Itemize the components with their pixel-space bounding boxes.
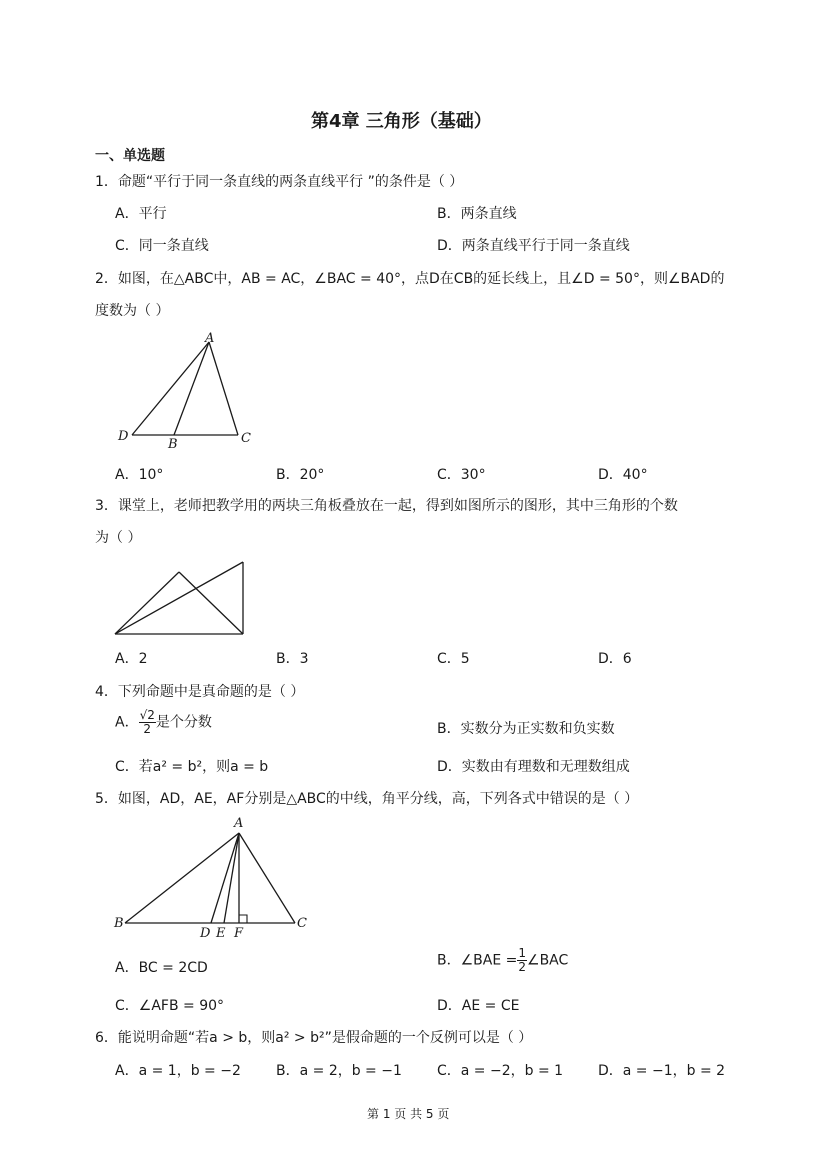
q5-option-b-prefix: B．∠BAE = (437, 952, 518, 969)
q3-option-d[interactable]: D．6 (598, 651, 632, 667)
q5-triangle-figure (110, 812, 315, 942)
q4-option-a-suffix: 是个分数 (155, 714, 212, 731)
q5-option-d[interactable]: D．AE = CE (437, 998, 520, 1014)
q1-option-c[interactable]: C．同一条直线 (115, 238, 209, 254)
q6-option-a[interactable]: A．a = 1，b = −2 (115, 1063, 241, 1079)
q3-middle-edge (179, 572, 243, 634)
q1-option-d[interactable]: D．两条直线平行于同一条直线 (437, 238, 630, 254)
q3-stem-line1: 3．课堂上，老师把教学用的两块三角板叠放在一起，得到如图所示的图形，其中三角形的个数 (95, 498, 678, 514)
q5-option-b-suffix: ∠BAC (527, 952, 569, 969)
q2-line-da (132, 342, 209, 435)
q1-option-b[interactable]: B．两条直线 (437, 206, 517, 222)
q5-label-c: C (297, 916, 307, 931)
q5-label-f: F (234, 926, 244, 941)
q2-stem-line1: 2．如图，在△ABC中，AB = AC，∠BAC = 40°，点D在CB的延长线上，且∠D = 50°，则∠BAD的 (95, 271, 725, 287)
q5-right-angle-mark (239, 915, 247, 923)
q5-label-e: E (216, 926, 226, 941)
q5-stem: 5．如图，AD，AE，AF分别是△ABC的中线，角平分线，高，下列各式中错误的是（ ） (95, 791, 639, 807)
q5-option-b-fraction (517, 947, 527, 974)
q2-option-d[interactable]: D．40° (598, 467, 648, 483)
q5-option-a[interactable]: A．BC = 2CD (115, 960, 208, 976)
q2-option-a[interactable]: A．10° (115, 467, 164, 483)
q4-option-b[interactable]: B．实数分为正实数和负实数 (437, 721, 615, 737)
q6-option-b[interactable]: B．a = 2，b = −1 (276, 1063, 402, 1079)
q6-stem: 6．能说明命题“若a > b，则a² > b²”是假命题的一个反例可以是（ ） (95, 1030, 533, 1046)
q5-line-ad (211, 833, 239, 923)
q4-option-a[interactable] (115, 709, 212, 736)
q5-option-b-numerator: 1 (518, 946, 527, 960)
q4-option-a-numerator: √2 (139, 708, 155, 722)
section-heading: 一、单选题 (95, 148, 165, 164)
q2-label-a: A (205, 331, 215, 346)
q3-option-a[interactable]: A．2 (115, 651, 148, 667)
q2-line-ab (174, 342, 209, 435)
q2-option-b[interactable]: B．20° (276, 467, 325, 483)
q5-label-d: D (200, 926, 211, 941)
q4-stem: 4．下列命题中是真命题的是（ ） (95, 684, 305, 700)
page-title: 第4章 三角形（基础） (311, 111, 492, 132)
q5-line-ab (125, 833, 239, 923)
q1-stem: 1．命题“平行于同一条直线的两条直线平行 ”的条件是（ ） (95, 174, 464, 190)
q5-option-c[interactable]: C．∠AFB = 90° (115, 998, 225, 1014)
q5-line-ae (224, 833, 239, 923)
q2-line-ac (209, 342, 238, 435)
q3-option-c[interactable]: C．5 (437, 651, 470, 667)
q1-option-a[interactable]: A．平行 (115, 206, 167, 222)
q5-label-a: A (234, 816, 244, 831)
q2-option-c[interactable]: C．30° (437, 467, 486, 483)
q2-triangle-figure (110, 330, 260, 455)
page-footer: 第 1 页 共 5 页 (367, 1107, 450, 1121)
q4-option-d[interactable]: D．实数由有理数和无理数组成 (437, 759, 630, 775)
q5-option-b[interactable] (437, 947, 568, 974)
q4-option-c[interactable]: C．若a² = b²，则a = b (115, 759, 269, 775)
q3-option-b[interactable]: B．3 (276, 651, 309, 667)
q2-stem-line2: 度数为（ ） (95, 303, 170, 319)
q2-label-d: D (118, 429, 129, 444)
q5-option-b-denominator: 2 (518, 960, 527, 974)
q3-set-squares-figure (110, 555, 255, 643)
q2-label-b: B (168, 437, 178, 452)
q5-line-ac (239, 833, 295, 923)
q3-stem-line2: 为（ ） (95, 530, 142, 546)
q4-option-a-prefix: A． (115, 714, 139, 731)
q4-option-a-fraction (139, 709, 156, 736)
q6-option-c[interactable]: C．a = −2，b = 1 (437, 1063, 564, 1079)
q5-label-b: B (114, 916, 124, 931)
q4-option-a-denominator: 2 (143, 722, 152, 736)
q2-label-c: C (241, 431, 251, 446)
q6-option-d[interactable]: D．a = −1，b = 2 (598, 1063, 726, 1079)
